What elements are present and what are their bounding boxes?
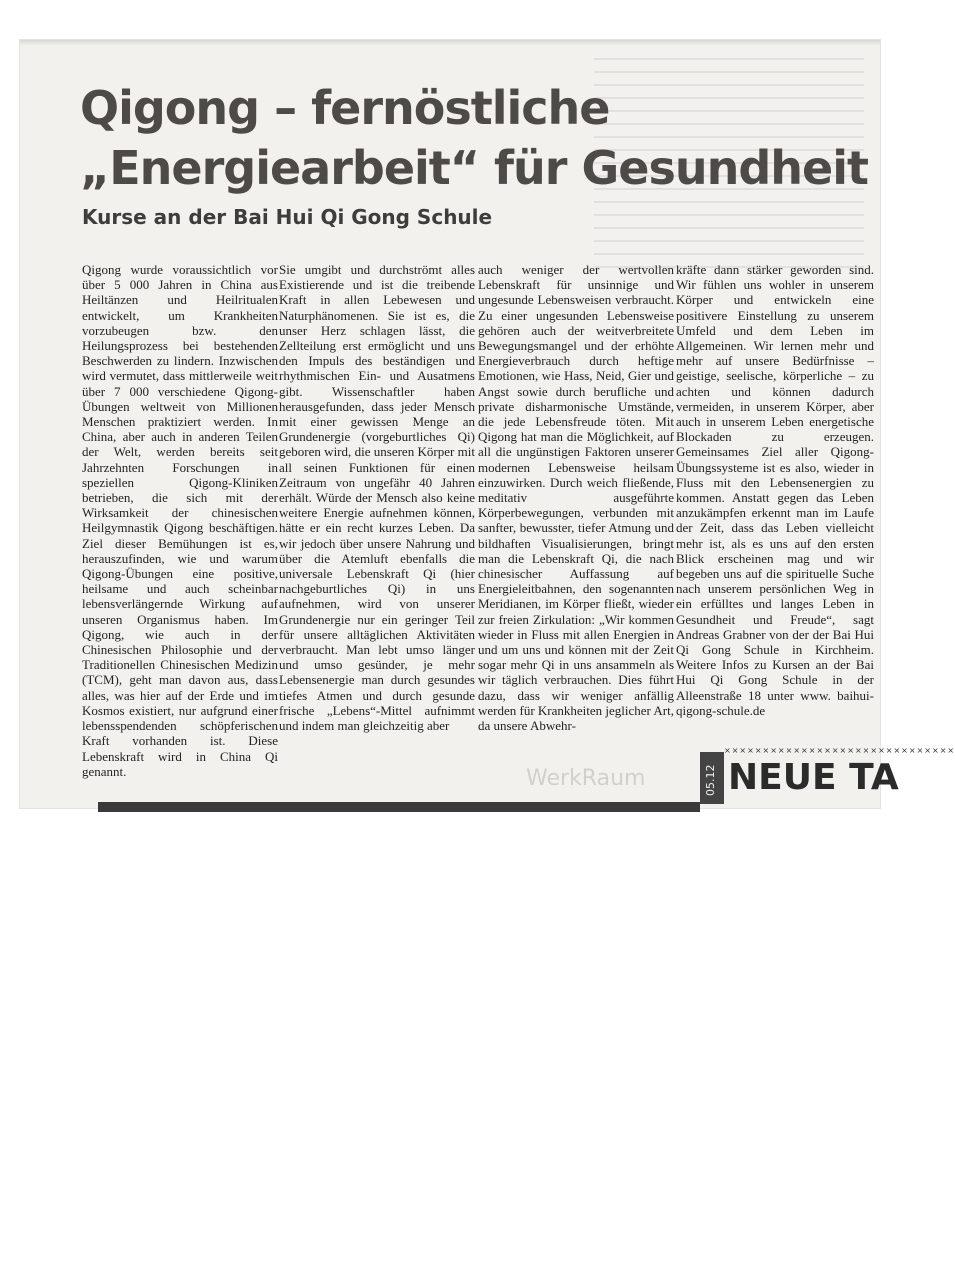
clipping-top-edge (20, 40, 880, 46)
newspaper-clipping (20, 40, 955, 808)
column-4-text: kräfte dann stärker geworden sind. Wir fühlen uns wohler in unserem Körper und entwickeln eine positivere Einstellung zu unserem Umfeld und dem Leben im Allgemeinen. Wir lernen mehr und mehr auf unsere Bedürfnisse – geistige, seelische, körperliche – zu achten und können dadurch vermeiden, in unserem Körper, aber auch in unserem Leben energetische Blockaden zu erzeugen. Gemeinsames Ziel aller Qigong-Übungssysteme ist es also, wieder in Fluss mit den Lebensenergien zu kommen. Anstatt gegen das Leben anzukämpfen erkennt man im Laufe der Zeit, dass das Leben vielleicht mehr ist, als es uns auf den ersten Blick erscheinen mag und wir begeben uns auf die spirituelle Suche nach unserem persönlichen Weg in ein erfülltes und langes Leben in Gesundheit und Freude“, sagt Andreas Grabner von der der Bai Hui Qi Gong Schule in Kirchheim. Weitere Infos zu Kursen an der Bai Hui Qi Gong Schule in der Alleenstraße 18 unter www. baihui-qigong-schule.de (676, 262, 874, 718)
faded-adjacent-word: WerkRaum (526, 766, 646, 791)
column-3-text: auch weniger der wertvollen Lebenskraft für unsinnige und ungesunde Lebensweisen verbraucht. Zu einer ungesunden Lebensweise gehören auch der weitverbreitete Bewegungsmangel und der erhöhte Energieverbrauch durch heftige Emotionen, wie Hass, Neid, Gier und Angst sowie durch berufliche und private disharmonische Umstände, die jede Lebensfreude töten. Mit Qigong hat man die Möglichkeit, auf all die ungünstigen Faktoren unserer modernen Lebensweise heilsam einzuwirken. Durch weich fließende, meditativ ausgeführte Körperbewegungen, verbunden mit sanfter, bewusster, tiefer Atmung und bildhaften Visualisierungen, bringt man die Lebenskraft Qi, die nach chinesischer Auffassung auf Energieleitbahnen, den sogenannten Meridianen, im Körper fließt, wieder zur freien Zirkulation: „Wir kommen wieder in Fluss mit allen Energien in und um uns und können mit der Zeit sogar mehr Qi in uns ansammeln als wir täglich verbrauchen. Dies führt dazu, dass wir weniger anfällig werden für Krankheiten jeglicher Art, da unsere Abwehr- (478, 262, 675, 734)
article-column-2 (279, 262, 475, 762)
column-2-text: Sie umgibt und durchströmt alles Existierende und ist die treibende Kraft in allen Lebewesen und Naturphänomenen. Sie ist es, die unser Herz schlagen lässt, die Zellteilung erst ermöglicht und uns den Impuls des beständigen und rhythmischen Ein- und Ausatmens gibt. Wissenschaftler haben herausgefunden, dass jeder Mensch mit einer gewissen Menge an Grundenergie (vorgeburtliches Qi) geboren wird, die unseren Körper mit all seinen Funktionen für einen Zeitraum von ungefähr 40 Jahren erhält. Würde der Mensch also keine weitere Energie aufnehmen können, hätte er ein recht kurzes Leben. Da wir jedoch über unsere Nahrung und über die Atemluft ebenfalls die universale Lebenskraft Qi (hier nachgeburtliches Qi) in uns aufnehmen, wird von unserer Grundenergie nur ein geringer Teil für unsere alltäglichen Aktivitäten verbraucht. Man lebt umso länger und umso gesünder, je mehr Lebensenergie man durch gesundes tiefes Atmen und durch gesunde frische „Lebens“-Mittel aufnimmt und indem man gleichzeitig aber (279, 262, 475, 734)
article-subheadline: Kurse an der Bai Hui Qi Gong Schule (82, 205, 493, 229)
article-column-4 (676, 262, 955, 762)
adjacent-heading: NEUE TA (728, 757, 899, 798)
date-tab (700, 752, 724, 804)
article-headline: Qigong – fernöstliche „Energiearbeit“ für Gesundheit (80, 81, 868, 195)
divider-marks: ×××××××××××××××××××××××××××××× (724, 746, 955, 755)
date-label: 05.12 (704, 764, 717, 796)
article-column-3 (478, 262, 674, 762)
column-1-text: Qigong wurde voraussichtlich vor über 5 000 Jahren in China aus Heiltänzen und Heilritualen entwickelt, um Krankheiten vorzubeugen bzw. den Heilungsprozess bei bestehenden Beschwerden zu lindern. Inzwischen wird vermutet, dass mittlerweile weit über 7 000 verschiedene Qigong-Übungen weltweit von Millionen Menschen praktiziert werden. In China, aber auch in anderen Teilen der Welt, werden bereits seit Jahrzehnten Forschungen in speziellen Qigong-Kliniken betrieben, die sich mit der Wirksamkeit der chinesischen Heilgymnastik Qigong beschäftigen. Ziel dieser Bemühungen ist es, herauszufinden, wie und warum Qigong-Übungen eine positive, heilsame und auch scheinbar lebensverlängernde Wirkung auf unseren Organismus haben. Im Qigong, wie auch in der Chinesischen Philosophie und der Traditionellen Chinesischen Medizin (TCM), geht man davon aus, dass alles, was hier auf der Erde und im Kosmos existiert, nur aufgrund einer lebensspendenden schöpferischen Kraft vorhanden ist. Diese Lebenskraft wird in China Qi genannt. (82, 262, 278, 779)
article-column-1 (82, 262, 278, 779)
cut-off-bottom-banner (98, 802, 700, 812)
